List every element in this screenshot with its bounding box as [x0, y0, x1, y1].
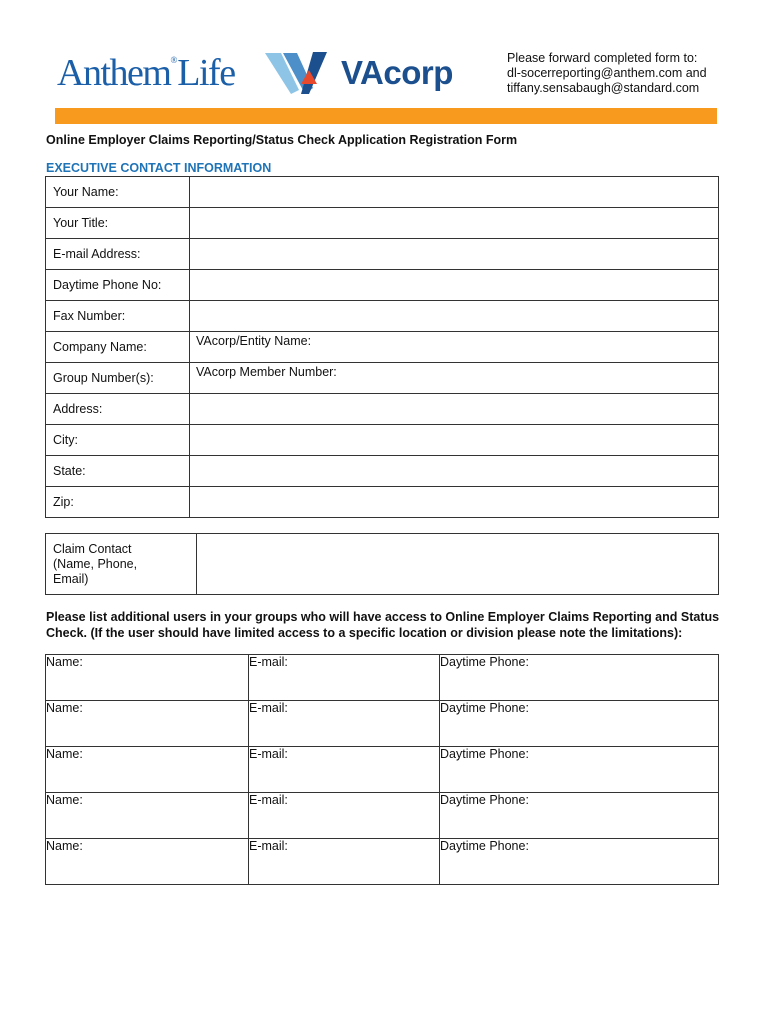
claim-contact-field[interactable]	[197, 534, 719, 595]
registered-mark: ®	[170, 55, 178, 65]
forward-note-email-2: tiffany.sensabaugh@standard.com	[507, 81, 700, 95]
user-email-field[interactable]: E-mail:	[249, 747, 440, 793]
table-row	[46, 208, 719, 239]
claim-contact-label-line: (Name, Phone,	[53, 557, 138, 571]
table-row	[46, 332, 719, 363]
group-number-field[interactable]: VAcorp Member Number:	[190, 363, 719, 394]
forward-note	[507, 51, 707, 96]
user-phone-field[interactable]: Daytime Phone:	[440, 655, 719, 701]
forward-note-line: Please forward completed form to:	[507, 51, 698, 65]
table-row	[46, 655, 719, 701]
claim-contact-label-line: Email)	[53, 572, 89, 586]
section-title: EXECUTIVE CONTACT INFORMATION	[46, 161, 272, 175]
table-row	[46, 239, 719, 270]
daytime-phone-field[interactable]	[190, 270, 719, 301]
table-row	[46, 701, 719, 747]
table-row	[46, 839, 719, 885]
user-name-field[interactable]: Name:	[46, 747, 249, 793]
city-field[interactable]	[190, 425, 719, 456]
table-row	[46, 270, 719, 301]
your-name-field[interactable]	[190, 177, 719, 208]
additional-users-table	[45, 654, 719, 885]
user-phone-field[interactable]: Daytime Phone:	[440, 793, 719, 839]
user-email-field[interactable]: E-mail:	[249, 839, 440, 885]
form-title: Online Employer Claims Reporting/Status Check Application Registration Form	[46, 133, 518, 147]
user-email-field[interactable]: E-mail:	[249, 793, 440, 839]
field-label: Your Title:	[46, 208, 190, 239]
user-phone-field[interactable]: Daytime Phone:	[440, 839, 719, 885]
user-name-field[interactable]: Name:	[46, 701, 249, 747]
field-label: E-mail Address:	[46, 239, 190, 270]
field-label: Fax Number:	[46, 301, 190, 332]
anthem-life-logo	[57, 54, 235, 92]
user-phone-field[interactable]: Daytime Phone:	[440, 701, 719, 747]
fax-number-field[interactable]	[190, 301, 719, 332]
anthem-logo-suffix: Life	[177, 52, 235, 94]
field-label: Address:	[46, 394, 190, 425]
user-email-field[interactable]: E-mail:	[249, 655, 440, 701]
table-row	[46, 301, 719, 332]
table-row	[46, 394, 719, 425]
anthem-logo-text: Anthem	[57, 52, 171, 94]
user-name-field[interactable]: Name:	[46, 655, 249, 701]
claim-contact-label	[46, 534, 197, 595]
user-name-field[interactable]: Name:	[46, 793, 249, 839]
field-label: Group Number(s):	[46, 363, 190, 394]
email-field[interactable]	[190, 239, 719, 270]
claim-contact-table	[45, 533, 719, 595]
table-row	[46, 456, 719, 487]
claim-contact-label-line: Claim Contact	[53, 542, 132, 556]
field-label: Daytime Phone No:	[46, 270, 190, 301]
field-label: Zip:	[46, 487, 190, 518]
table-row	[46, 534, 719, 595]
table-row	[46, 747, 719, 793]
zip-field[interactable]	[190, 487, 719, 518]
table-row	[46, 177, 719, 208]
field-label: Company Name:	[46, 332, 190, 363]
address-field[interactable]	[190, 394, 719, 425]
table-row	[46, 487, 719, 518]
user-email-field[interactable]: E-mail:	[249, 701, 440, 747]
table-row	[46, 793, 719, 839]
vacorp-logo-text: VAcorp	[341, 54, 453, 91]
table-row	[46, 425, 719, 456]
forward-note-email-1: dl-socerreporting@anthem.com and	[507, 66, 707, 80]
company-name-field[interactable]: VAcorp/Entity Name:	[190, 332, 719, 363]
state-field[interactable]	[190, 456, 719, 487]
field-label: City:	[46, 425, 190, 456]
user-phone-field[interactable]: Daytime Phone:	[440, 747, 719, 793]
additional-users-instructions: Please list additional users in your groups who will have access to Online Employer Claims Reporting and Status Check. (If the user should have limited access to a specific location or division please note the limitations):	[46, 610, 720, 640]
table-row	[46, 363, 719, 394]
field-label: Your Name:	[46, 177, 190, 208]
field-label: State:	[46, 456, 190, 487]
your-title-field[interactable]	[190, 208, 719, 239]
header-divider-bar	[55, 108, 717, 124]
executive-contact-table	[45, 176, 719, 518]
user-name-field[interactable]: Name:	[46, 839, 249, 885]
